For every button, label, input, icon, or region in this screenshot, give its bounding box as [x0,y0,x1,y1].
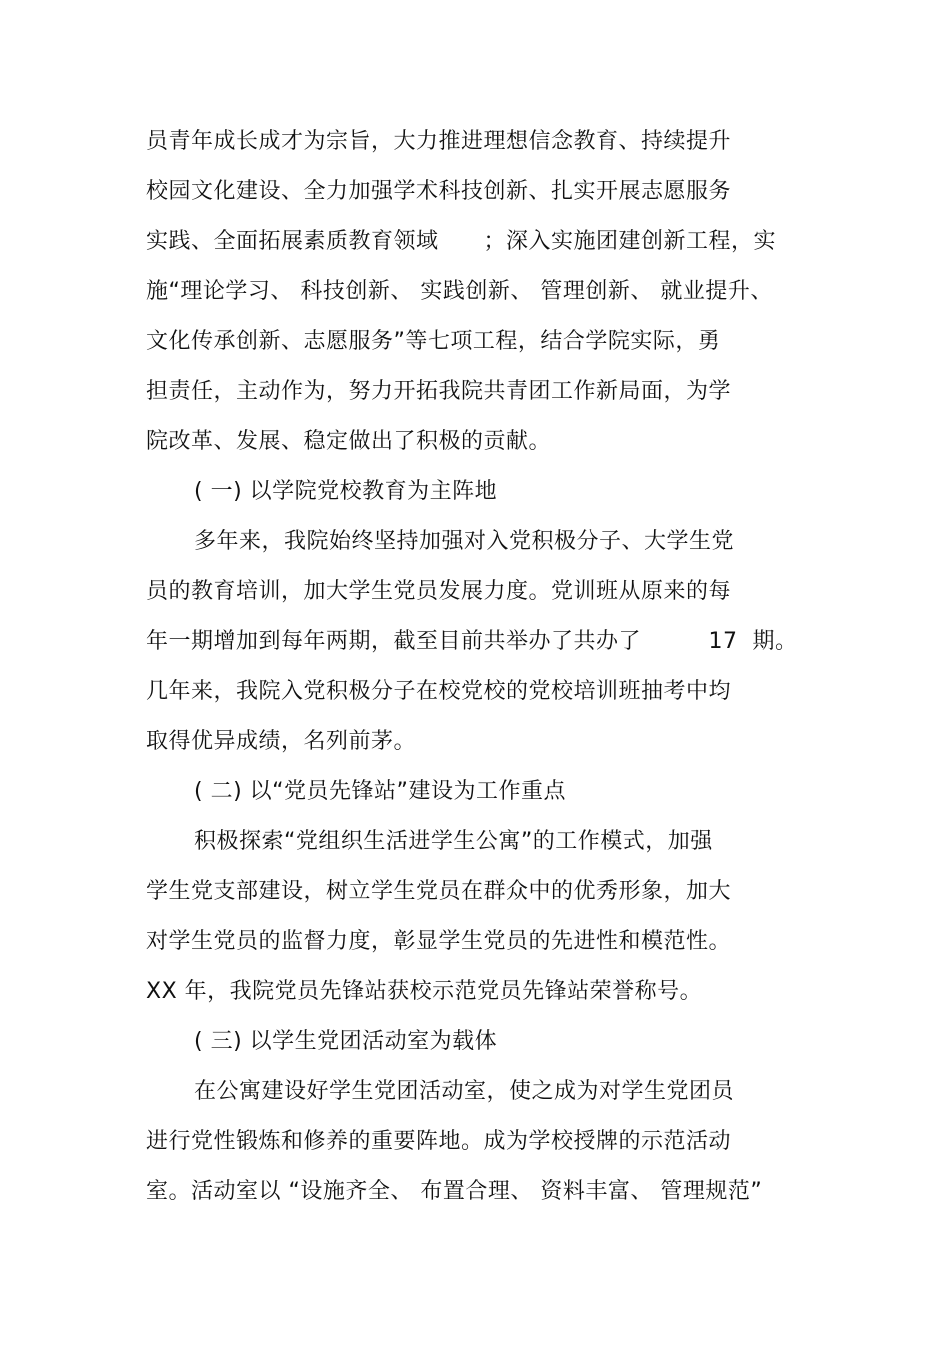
paragraph-line: 院改革、发展、稳定做出了积极的贡献。 [146,429,552,454]
paragraph-line: 施“理论学习、 科技创新、 实践创新、 管理创新、 就业提升、 [146,279,773,304]
paragraph-line: 担责任，主动作为，努力开拓我院共青团工作新局面，为学 [146,379,732,404]
paragraph-line: 年一期增加到每年两期，截至目前共举办了共办了 17 期。 [146,629,798,654]
section-heading: ( 二) 以“党员先锋站”建设为工作重点 [194,779,566,804]
paragraph-line: 在公寓建设好学生党团活动室，使之成为对学生党团员 [194,1079,735,1104]
paragraph-line: XX 年，我院党员先锋站获校示范党员先锋站荣誉称号。 [146,979,703,1004]
paragraph-line: 学生党支部建设，树立学生党员在群众中的优秀形象，加大 [146,879,732,904]
paragraph-line: 取得优异成绩，名列前茅。 [146,729,417,754]
paragraph-line: 实践、全面拓展素质教育领域 ；深入实施团建创新工程，实 [146,229,777,254]
paragraph-line: 多年来，我院始终坚持加强对入党积极分子、大学生党 [194,529,735,554]
paragraph-line: 室。活动室以 “设施齐全、 布置合理、 资料丰富、 管理规范” [146,1179,763,1204]
paragraph-line: 进行党性锻炼和修养的重要阵地。成为学校授牌的示范活动 [146,1129,732,1154]
paragraph-line: 员的教育培训，加大学生党员发展力度。党训班从原来的每 [146,579,732,604]
paragraph-line: 文化传承创新、志愿服务”等七项工程，结合学院实际，勇 [146,329,721,354]
section-heading: ( 一) 以学院党校教育为主阵地 [194,479,498,504]
section-heading: ( 三) 以学生党团活动室为载体 [194,1029,498,1054]
paragraph-line: 员青年成长成才为宗旨，大力推进理想信念教育、持续提升 [146,129,732,154]
paragraph-line: 几年来，我院入党积极分子在校党校的党校培训班抽考中均 [146,679,732,704]
paragraph-line: 积极探索“党组织生活进学生公寓”的工作模式，加强 [194,829,713,854]
paragraph-line: 对学生党员的监督力度，彰显学生党员的先进性和模范性。 [146,929,732,954]
paragraph-line: 校园文化建设、全力加强学术科技创新、扎实开展志愿服务 [146,179,732,204]
